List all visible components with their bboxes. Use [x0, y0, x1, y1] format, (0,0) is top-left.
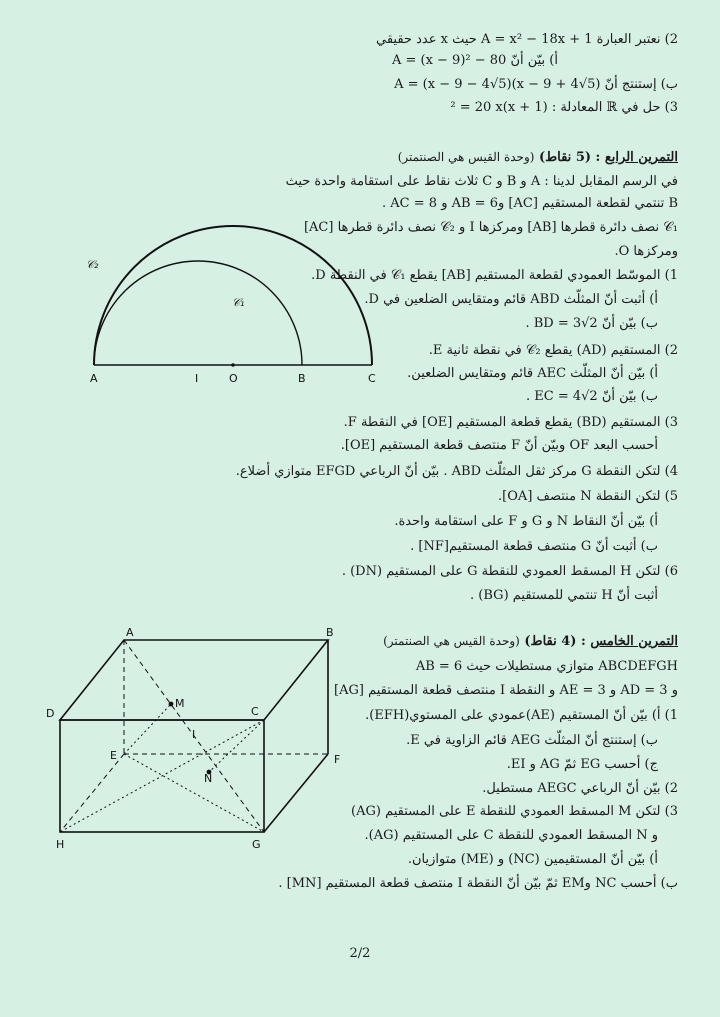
ex4-q6-sub: أثبت أنّ H تنتمي للمستقيم (BG) . — [470, 588, 658, 603]
label-b: B — [326, 626, 334, 639]
ex5-q1c: ج) أحسب EG ثمّ AG و EI. — [506, 757, 658, 772]
ex4-q4: 4) لتكن النقطة G مركز ثقل المثلّث ABD . بيّن أنّ الرباعي EFGD متوازي أضلاع. — [235, 464, 678, 479]
ex5-points: : (4 نقاط) — [524, 634, 586, 649]
ex5-q1b: ب) إستنتج أنّ المثلّث AEG قائم الزاوية في E. — [406, 733, 658, 748]
ex4-q3: 3) المستقيم (BD) يقطع قطعة المستقيم [OE] في النقطة F. — [343, 415, 678, 430]
ex4-header — [398, 150, 678, 165]
label-b: B — [298, 372, 306, 385]
diagonal-eg — [124, 754, 264, 832]
point-m — [169, 702, 174, 707]
q2-text: 2) نعتبر العبارة A = x² − 18x + 1 حيث x عدد حقيقي — [376, 32, 678, 47]
ex5-q3: 3) لتكن M المسقط العمودي للنقطة E على المستقيم (AG) — [351, 804, 678, 819]
ex4-q2a: أ) بيّن أنّ المثلّث AEC قائم ومتقايس الضلعين. — [407, 366, 658, 381]
ex4-q3-sub: أحسب البعد OF وبيّن أنّ F منتصف قطعة المستقيم [OE]. — [340, 438, 658, 453]
ex5-line-2: و AD = 3 و AE = 3 و النقطة I منتصف قطعة المستقيم [AG] — [334, 683, 678, 698]
label-i: I — [192, 728, 196, 741]
ex5-q3b: ب) أحسب NC وEM ثمّ بيّن أنّ النقطة I منتصف قطعة المستقيم [MN] . — [278, 876, 678, 891]
ex4-line-2: B تنتمي لقطعة المستقيم [AC] وAB = 6 و AC = 8 . — [382, 196, 678, 211]
edge-fg — [264, 754, 328, 832]
semicircles-figure — [80, 220, 390, 390]
label-d: D — [46, 707, 55, 720]
label-c1: 𝒞₁ — [232, 296, 245, 309]
ex4-line-3: 𝒞₁ نصف دائرة قطرها [AB] ومركزها I و 𝒞₂ نصف دائرة قطرها [AC] — [303, 220, 678, 235]
ex4-unit: (وحدة القيس هي الصنتمتر) — [397, 150, 535, 164]
ex4-title: التمرين الرابع — [604, 150, 678, 165]
ex5-line-1: ABCDEFGH متوازي مستطيلات حيث AB = 6 — [415, 659, 678, 674]
cuboid-figure — [44, 620, 364, 860]
ex5-header — [383, 634, 678, 649]
q3-text: 3) حل في ℝ المعادلة : (x + 1)² = 20 x — [450, 100, 678, 115]
label-c2: 𝒞₂ — [86, 258, 99, 271]
ex4-q5a: أ) بيّن أنّ النقاط N و G و F على استقامة واحدة. — [394, 514, 658, 529]
ex4-q6: 6) لتكن H المسقط العمودي للنقطة G على المستقيم (DN) . — [341, 564, 678, 579]
ex4-line-4: ومركزها O. — [614, 244, 678, 259]
face-top — [60, 640, 328, 720]
label-m: M — [175, 697, 185, 710]
ex5-unit: (وحدة القيس هي الصنتمتر) — [383, 634, 520, 648]
label-c: C — [251, 705, 259, 718]
label-f: F — [334, 753, 341, 766]
segment-cn — [209, 720, 264, 772]
edge-eh-hidden — [60, 754, 124, 832]
label-a: A — [126, 626, 134, 639]
label-g: G — [252, 838, 261, 851]
label-e: E — [110, 749, 117, 762]
label-n: N — [204, 772, 213, 785]
label-o: O — [229, 372, 238, 385]
ex4-q2: 2) المستقيم (AD) يقطع 𝒞₂ في نقطة ثانية E. — [428, 343, 678, 358]
page-number: 2/2 — [349, 946, 371, 961]
ex5-q3a: أ) بيّن أنّ المستقيمين (NC) و (ME) متوازيان. — [407, 852, 658, 867]
label-a: A — [90, 372, 98, 385]
label-c: C — [368, 372, 376, 385]
label-i: I — [195, 372, 199, 385]
ex4-q1b: ب) بيّن أنّ BD = 3√2 . — [525, 316, 658, 331]
segment-em — [124, 704, 171, 754]
ex4-q1: 1) الموسّط العمودي لقطعة المستقيم [AB] يقطع 𝒞₁ في النقطة D. — [311, 268, 678, 283]
ex4-q2b: ب) بيّن أنّ EC = 4√2 . — [526, 389, 658, 404]
ex4-points: : (5 نقاط) — [538, 150, 601, 165]
ex4-q5b: ب) أثبت أنّ G منتصف قطعة المستقيم[NF] . — [410, 539, 658, 554]
ex4-q5: 5) لتكن النقطة N منتصف [OA]. — [498, 489, 678, 504]
label-h: H — [56, 838, 65, 851]
ex5-q3-line2: و N المسقط العمودي للنقطة C على المستقيم (AG). — [364, 828, 658, 843]
ex5-q2: 2) بيّن أنّ الرباعي AEGC مستطيل. — [482, 781, 678, 796]
q2b-text: ب) إستنتج أنّ A = (x − 9 − 4√5)(x − 9 + 4√5) — [394, 77, 678, 92]
ex4-q1a: أ) أثبت أنّ المثلّث ABD قائم ومتقايس الضلعين في D. — [364, 292, 658, 307]
point-o — [231, 363, 235, 367]
ex5-q1a: 1) أ) بيّن أنّ المستقيم (AE)عمودي على المستوي(EFH). — [365, 708, 678, 723]
q2a-text: أ) بيّن أنّ A = (x − 9)² − 80 — [391, 53, 558, 68]
ex5-title: التمرين الخامس — [590, 634, 678, 649]
ex4-line-1: في الرسم المقابل لدينا : A و B و C ثلاث نقاط على استقامة واحدة حيث — [285, 174, 678, 189]
